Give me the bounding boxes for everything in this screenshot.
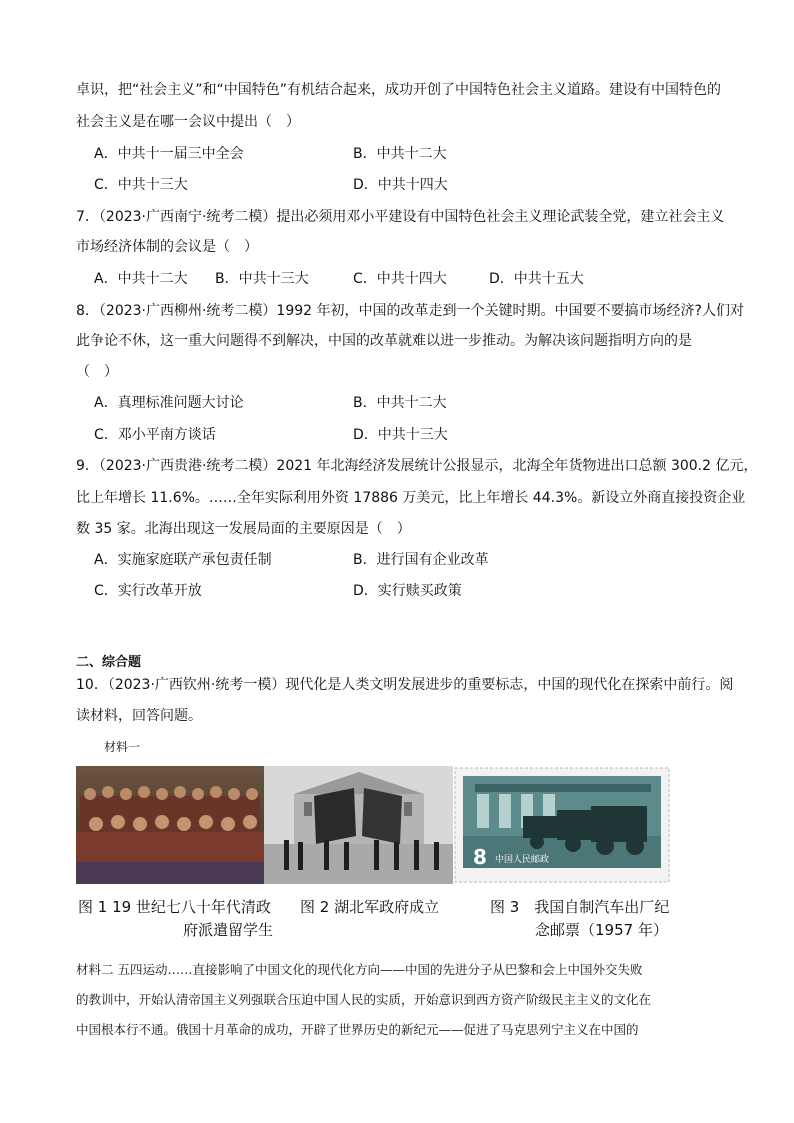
figure2-hubei-government-photo [264,766,453,884]
figure3-car-stamp [453,766,673,884]
q7-option-c[interactable]: C．中共十四大 [353,271,447,287]
q9-option-b[interactable]: B．进行国有企业改革 [353,552,489,568]
material2-line1: 材料二 五四运动……直接影响了中国文化的现代化方向——中国的先进分子从巴黎和会上中国外交失败 [76,962,643,977]
figure1-students-photo [76,766,264,884]
q9-stem-line3: 数 35 家。北海出现这一发展局面的主要原因是（ ） [76,521,411,537]
q6-stem-line1: 卓识，把“社会主义”和“中国特色”有机结合起来，成功开创了中国特色社会主义道路。建设有中国特色的 [76,82,722,98]
stamp-image [453,766,673,884]
q6-option-a[interactable]: A．中共十一届三中全会 [94,146,244,162]
stamp-country-name: 中国人民邮政 [495,855,550,865]
q9-option-a[interactable]: A．实施家庭联产承包责任制 [94,552,272,568]
q9-stem-line2: 比上年增长 11.6%。……全年实际利用外资 17886 万美元，比上年增长 44.3%。新设立外商直接投资企业 [76,490,746,506]
students-photo-image [76,766,264,884]
q10-stem-line1: 10．（2023·广西钦州·统考一模）现代化是人类文明发展进步的重要标志，中国的现代化在探索中前行。阅 [76,677,734,693]
figure3-caption-line1: 图 3 我国自制汽车出厂纪 [490,898,670,916]
q7-stem-line1: 7．（2023·广西南宁·统考二模）提出必须用邓小平建设有中国特色社会主义理论武装全党，建立社会主义 [76,209,725,225]
q9-stem-line1: 9．（2023·广西贵港·统考二模）2021 年北海经济发展统计公报显示，北海全年货物进出口总额 300.2 亿元， [76,458,758,474]
figure1-caption-line1: 图 1 19 世纪七八十年代清政 [78,898,271,916]
q6-option-c[interactable]: C．中共十三大 [94,177,188,193]
q8-stem-line1: 8．（2023·广西柳州·统考二模）1992 年初，中国的改革走到一个关键时期。中国要不要搞市场经济?人们对 [76,303,744,319]
q6-option-b[interactable]: B．中共十二大 [353,146,447,162]
q9-option-d[interactable]: D．实行赎买政策 [353,583,462,599]
section-heading: 二、综合题 [76,655,142,670]
material1-label: 材料一 [104,740,141,754]
q8-option-b[interactable]: B．中共十二大 [353,395,447,411]
figure3-caption-line2: 念邮票（1957 年） [535,921,668,939]
q7-option-a[interactable]: A．中共十二大 [94,271,188,287]
figure2-caption: 图 2 湖北军政府成立 [300,898,440,916]
q9-option-c[interactable]: C．实行改革开放 [94,583,202,599]
material2-line3: 中国根本行不通。俄国十月革命的成功，开辟了世界历史的新纪元——促进了马克思列宁主义在中国的 [76,1022,639,1037]
figure1-caption-line2: 府派遣留学生 [183,921,274,939]
q8-stem-line3: （ ） [76,364,118,380]
q10-stem-line2: 读材料，回答问题。 [76,708,202,724]
q8-option-d[interactable]: D．中共十三大 [353,427,448,443]
q7-stem-line2: 市场经济体制的会议是（ ） [76,239,258,255]
material2-line2: 的教训中，开始认清帝国主义列强联合压迫中国人民的实质，开始意识到西方资产阶级民主主义的文化在 [76,992,652,1007]
q8-option-a[interactable]: A．真理标准问题大讨论 [94,395,244,411]
hubei-photo-image [264,766,453,884]
q8-stem-line2: 此争论不休，这一重大问题得不到解决，中国的改革就难以进一步推动。为解决该问题指明方向的是 [76,333,692,349]
stamp-face-value: 8 [473,845,487,869]
q6-option-d[interactable]: D．中共十四大 [353,177,448,193]
q6-stem-line2: 社会主义是在哪一会议中提出（ ） [76,114,300,130]
q7-option-d[interactable]: D．中共十五大 [489,271,584,287]
q8-option-c[interactable]: C．邓小平南方谈话 [94,427,216,443]
q7-option-b[interactable]: B．中共十三大 [215,271,309,287]
